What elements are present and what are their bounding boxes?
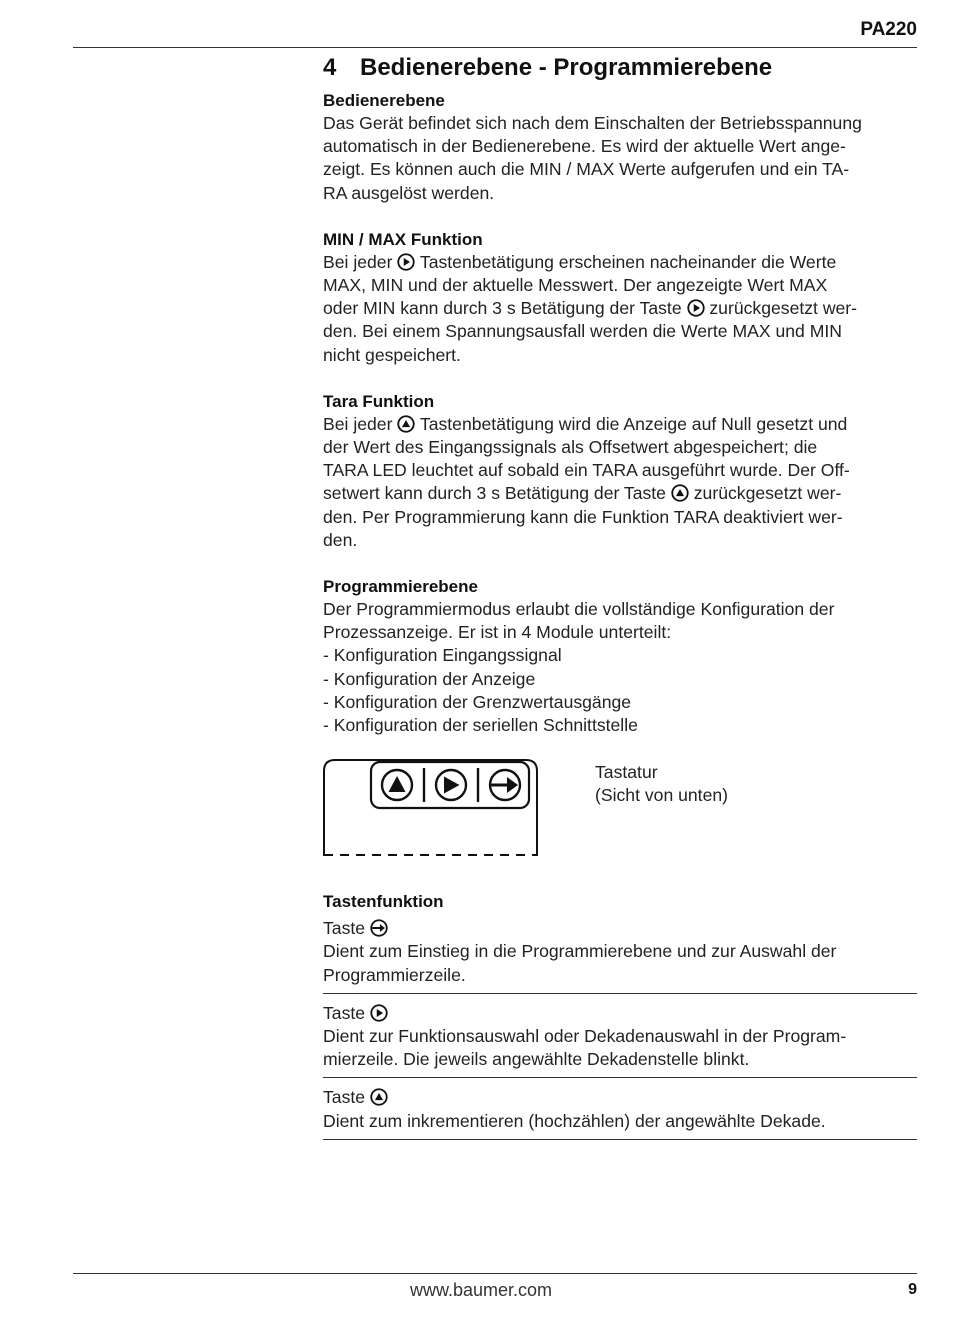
- key-function-entry: [323, 1078, 917, 1139]
- text-line: den. Per Programmierung kann die Funktion TARA deaktiviert wer-: [323, 506, 843, 527]
- text-line: Prozessanzeige. Er ist in 4 Module unterteilt:: [323, 622, 672, 643]
- chapter-heading: Bedienerebene - Programmierebene: [360, 54, 773, 81]
- section-heading: Tastenfunktion: [323, 892, 444, 912]
- text-line: MAX, MIN und der aktuelle Messwert. Der angezeigte Wert MAX: [323, 275, 828, 296]
- text-line: Dient zur Funktionsauswahl oder Dekadenauswahl in der Program-: [323, 1026, 847, 1047]
- module-list: [323, 644, 917, 737]
- section-heading: Tara Funktion: [323, 391, 435, 411]
- play-right-icon: [370, 1004, 388, 1022]
- text-line: zeigt. Es können auch die MIN / MAX Werte aufgerufen und ein TA-: [323, 159, 850, 180]
- text-fragment: Tastenbetätigung wird die Anzeige auf Null gesetzt und: [415, 413, 848, 434]
- triangle-up-icon: [382, 770, 412, 800]
- list-item: - Konfiguration Eingangssignal: [323, 645, 562, 666]
- enter-arrow-icon: [490, 770, 520, 800]
- key-function-entry: [323, 917, 917, 994]
- text-fragment: zurückgesetzt wer-: [688, 483, 842, 504]
- text-fragment: Bei jeder: [323, 413, 398, 434]
- footer-website-link[interactable]: www.baumer.com: [410, 1280, 553, 1300]
- text-line: automatisch in der Bedienerebene. Es wird der aktuelle Wert ange-: [323, 136, 846, 157]
- key-label: Taste: [323, 1002, 366, 1023]
- key-label: Taste: [323, 918, 366, 939]
- paragraph: [323, 413, 917, 552]
- keypad-illustration: [323, 759, 538, 859]
- text-fragment: oder MIN kann durch 3 s Betätigung der Taste: [323, 298, 687, 319]
- section-programmierebene: [323, 575, 917, 737]
- text-fragment: Tastenbetätigung erscheinen nacheinander die Werte: [415, 251, 837, 272]
- section-tara: [323, 390, 917, 552]
- text-fragment: zurückgesetzt wer-: [704, 298, 858, 319]
- text-line: Der Programmiermodus erlaubt die vollständige Konfiguration der: [323, 599, 835, 620]
- header-rule: [73, 47, 917, 48]
- section-tastenfunktion: [323, 890, 917, 1140]
- text-line: nicht gespeichert.: [323, 344, 461, 365]
- paragraph: [323, 112, 917, 205]
- text-line: RA ausgelöst werden.: [323, 182, 495, 203]
- triangle-up-icon: [370, 1088, 388, 1106]
- play-right-icon: [397, 253, 415, 271]
- section-heading: Programmierebene: [323, 577, 478, 597]
- triangle-up-icon: [397, 415, 415, 433]
- section-min-max: [323, 228, 917, 367]
- list-item: - Konfiguration der Grenzwertausgänge: [323, 691, 632, 712]
- footer-rule: [73, 1273, 917, 1274]
- key-function-entry: [323, 994, 917, 1079]
- text-line: Programmierzeile.: [323, 964, 466, 985]
- section-bedienerebene: [323, 89, 917, 205]
- enter-arrow-icon: [370, 919, 388, 937]
- keypad-figure: [323, 759, 917, 874]
- text-line: Dient zum Einstieg in die Programmierebene und zur Auswahl der: [323, 941, 837, 962]
- list-item: - Konfiguration der seriellen Schnittstelle: [323, 715, 638, 736]
- paragraph: [323, 598, 917, 644]
- chapter-title: [323, 52, 917, 84]
- text-line: TARA LED leuchtet auf sobald ein TARA ausgeführt wurde. Der Off-: [323, 460, 850, 481]
- section-heading: Bedienerebene: [323, 91, 445, 110]
- text-line: der Wert des Eingangssignals als Offsetwert abgespeichert; die: [323, 437, 818, 458]
- text-line: Dient zum inkrementieren (hochzählen) der angewählte Dekade.: [323, 1110, 826, 1131]
- triangle-up-icon: [671, 484, 689, 502]
- text-line: den. Bei einem Spannungsausfall werden die Werte MAX und MIN: [323, 321, 842, 342]
- text-fragment: setwert kann durch 3 s Betätigung der Taste: [323, 483, 671, 504]
- list-item: - Konfiguration der Anzeige: [323, 668, 536, 689]
- caption-line: Tastatur: [595, 762, 658, 783]
- paragraph: [323, 251, 917, 367]
- text-line: mierzeile. Die jeweils angewählte Dekadenstelle blinkt.: [323, 1049, 750, 1070]
- page-number: 9: [908, 1281, 917, 1298]
- key-label: Taste: [323, 1087, 366, 1108]
- caption-line: (Sicht von unten): [595, 785, 729, 806]
- text-line: den.: [323, 529, 358, 550]
- play-right-icon: [436, 770, 466, 800]
- document-id: PA220: [860, 19, 917, 40]
- page-content: [323, 52, 917, 1140]
- text-line: Das Gerät befindet sich nach dem Einschalten der Betriebsspannung: [323, 113, 862, 133]
- text-fragment: Bei jeder: [323, 251, 398, 272]
- play-right-icon: [687, 299, 705, 317]
- section-heading: MIN / MAX Funktion: [323, 229, 483, 249]
- figure-caption: [595, 761, 728, 807]
- chapter-number: 4: [323, 54, 337, 81]
